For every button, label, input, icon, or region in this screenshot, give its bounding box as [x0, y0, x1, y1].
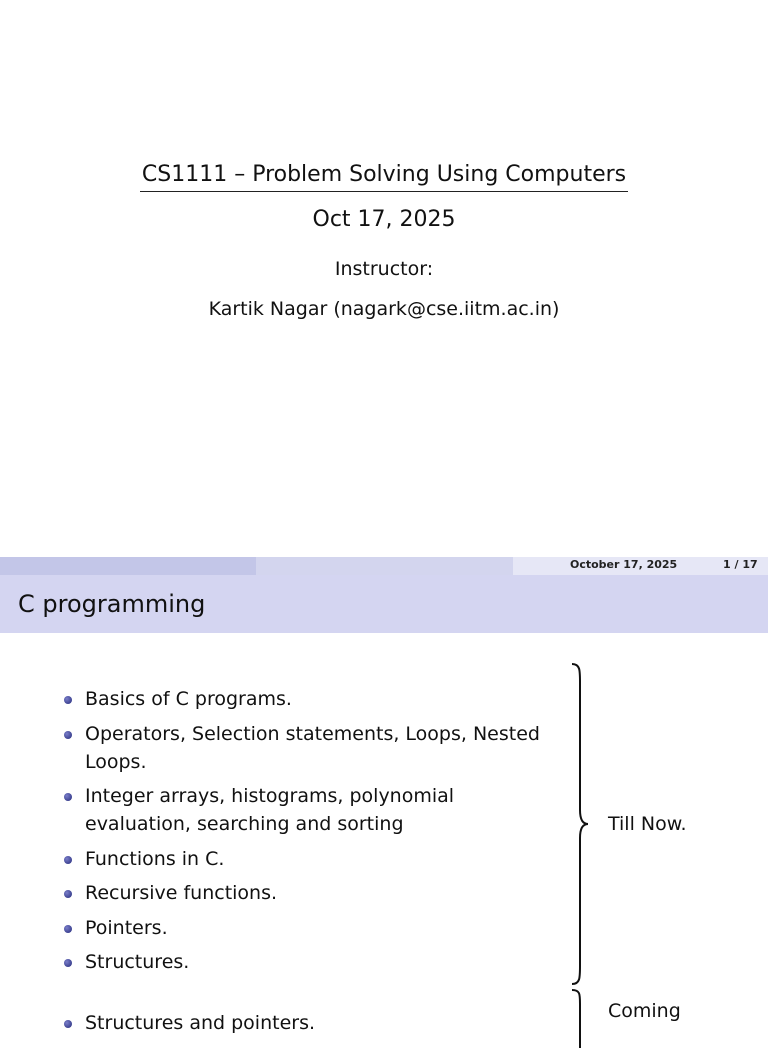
- bullet-icon: [64, 696, 72, 704]
- list-item: [62, 879, 562, 907]
- right-brace-icon: [568, 662, 592, 986]
- course-title: CS1111 – Problem Solving Using Computers: [140, 160, 628, 192]
- lecture-date: Oct 17, 2025: [312, 207, 456, 232]
- bullet-icon: [64, 731, 72, 739]
- frame-title-bar: [0, 575, 768, 633]
- list-item: [62, 914, 562, 942]
- list-item-text: Functions in C.: [85, 847, 225, 870]
- list-item: [62, 685, 562, 713]
- list-item: [62, 782, 562, 838]
- coming-label: Coming: [608, 1000, 681, 1022]
- bullet-icon: [64, 890, 72, 898]
- footer-segment-middle: [256, 557, 513, 575]
- till-now-label: Till Now.: [608, 813, 687, 835]
- list-item: [62, 1009, 562, 1037]
- list-item-text: Basics of C programs.: [85, 688, 292, 710]
- list-item: [62, 845, 562, 873]
- bullet-icon: [64, 925, 72, 933]
- frame-title: C programming: [18, 590, 206, 618]
- list-item: [62, 948, 562, 976]
- upcoming-topic-list: [62, 1009, 562, 1037]
- list-item-text: Operators, Selection statements, Loops, Nested Loops.: [85, 722, 540, 773]
- slide-footer: [0, 557, 768, 575]
- footer-page-number: 1 / 17: [723, 558, 758, 571]
- footer-segment-left: [0, 557, 256, 575]
- instructor-label: Instructor:: [334, 258, 434, 280]
- bullet-icon: [64, 959, 72, 967]
- bullet-icon: [64, 1020, 72, 1028]
- list-item-text: Recursive functions.: [85, 882, 278, 904]
- course-title-block: [0, 160, 768, 192]
- right-brace-icon: [568, 988, 592, 1048]
- bullet-icon: [64, 793, 72, 801]
- instructor-name: Kartik Nagar (nagark@cse.iitm.ac.in): [208, 298, 560, 320]
- list-item: [62, 720, 562, 776]
- list-item-text: Pointers.: [85, 916, 168, 939]
- list-item-text: Integer arrays, histograms, polynomial evaluation, searching and sorting: [85, 785, 455, 835]
- topic-list: [62, 685, 562, 983]
- list-item-text: Structures and pointers.: [85, 1012, 316, 1034]
- bullet-icon: [64, 856, 72, 864]
- list-item-text: Structures.: [85, 951, 190, 973]
- footer-date: October 17, 2025: [570, 558, 678, 571]
